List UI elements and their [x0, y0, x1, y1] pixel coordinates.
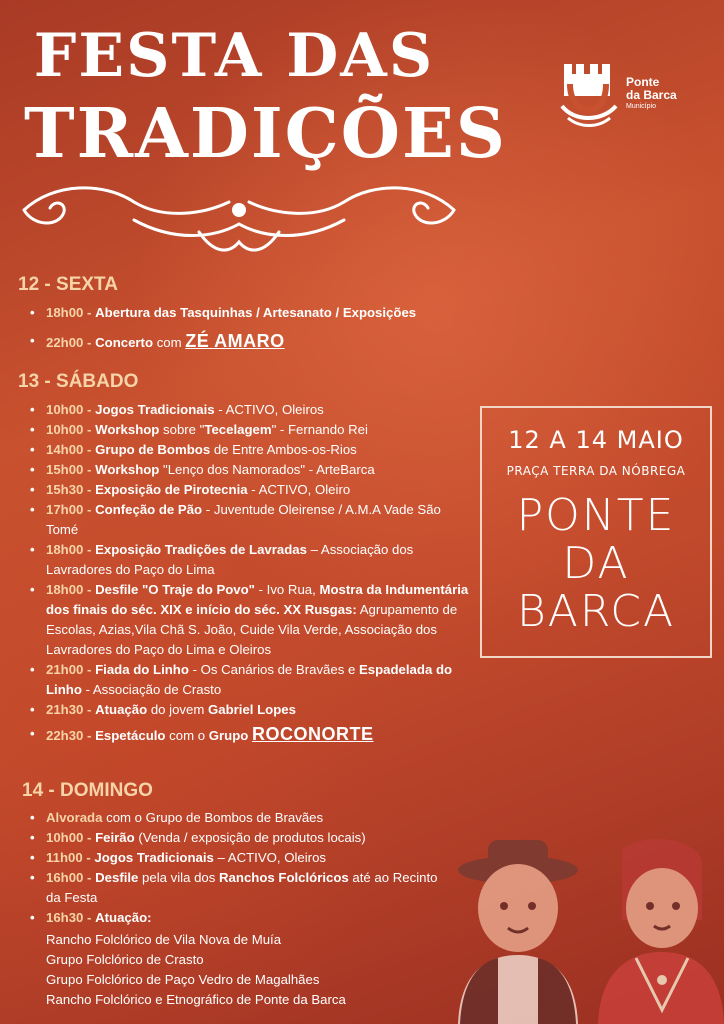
text-span: PONTE: [516, 490, 676, 541]
text-span: Gabriel Lopes: [208, 702, 296, 717]
text-span: Grupo: [208, 728, 249, 743]
list-item: [30, 400, 470, 420]
text-span: Rusgas:: [304, 602, 357, 617]
logo-name-line-2: da Barca: [626, 87, 677, 102]
folk-group: Rancho Folclórico de Vila Nova de Muía: [46, 932, 282, 947]
text-span: 21h00 -: [46, 662, 92, 677]
text-span: Feirão: [95, 830, 135, 845]
municipality-logo: [560, 60, 700, 134]
text-span: com o Grupo de Bombos de Bravães: [106, 810, 324, 825]
text-span: 16h00 -: [46, 870, 92, 885]
list-item: [30, 331, 490, 353]
day-13-heading: 13 - SÁBADO: [18, 371, 139, 392]
text-span: Workshop: [95, 462, 160, 477]
list-item: [30, 420, 470, 440]
text-span: Atuação:: [95, 910, 152, 925]
text-span: - ACTIVO, Oleiro: [251, 482, 351, 497]
text-span: (Venda / exposição de produtos locais): [138, 830, 366, 845]
list-item: [30, 868, 450, 908]
logo-name-line-1: Ponte: [626, 75, 660, 89]
text-span: Tecelagem: [204, 422, 272, 437]
folk-group: Grupo Folclórico de Crasto: [46, 952, 204, 967]
text-span: " - Fernando Rei: [271, 422, 368, 437]
list-item: [30, 580, 470, 660]
day-12-heading: 12 - SEXTA: [18, 274, 118, 295]
text-span: 18h00 -: [46, 582, 92, 597]
text-span: 14h00 -: [46, 442, 92, 457]
text-span: Atuação: [95, 702, 148, 717]
headliner-roconorte: ROCONORTE: [251, 724, 374, 744]
event-info-box: [480, 406, 712, 658]
text-span: - Associação de Crasto: [85, 682, 222, 697]
text-span: 15h30 -: [46, 482, 92, 497]
text-span: 21h30 -: [46, 702, 92, 717]
text-span: Confeção de Pão: [95, 502, 203, 517]
text-span: "Lenço dos Namorados" - ArteBarca: [163, 462, 375, 477]
text-span: Abertura das Tasquinhas / Artesanato / Exposições: [95, 305, 417, 320]
text-span: 15h00 -: [46, 462, 92, 477]
text-span: Agrupamento de Escolas, Azias,Vila Chã S. João, Cuide Vila Verde, Associação dos Lavradores do Paço do Lima e Oleiros: [46, 602, 458, 657]
text-span: - ACTIVO, Oleiros: [218, 402, 324, 417]
text-span: 18h00 -: [46, 305, 92, 320]
text-span: Concerto: [95, 335, 154, 350]
text-span: Exposição Tradições de Lavradas: [95, 542, 307, 557]
text-span: com o: [169, 728, 206, 743]
text-span: Desfile: [95, 870, 139, 885]
event-place: PRAÇA TERRA DA NÓBREGA: [506, 464, 686, 478]
text-span: de Entre Ambos-os-Rios: [213, 442, 357, 457]
list-item: [30, 660, 470, 700]
logo-subtitle: Município: [626, 103, 656, 111]
text-span: Ranchos Folclóricos: [219, 870, 349, 885]
title-line-2: TRADIÇÕES: [24, 94, 507, 174]
text-span: BARCA: [516, 586, 676, 637]
text-span: pela vila dos: [142, 870, 216, 885]
list-item: [30, 500, 470, 540]
text-span: 22h00 -: [46, 335, 92, 350]
folk-groups-list: [46, 930, 346, 1010]
text-span: - Os Canários de Bravães e: [192, 662, 356, 677]
folk-couple-illustration: [440, 830, 724, 1024]
text-span: 10h00 -: [46, 422, 92, 437]
day-13-list: [30, 400, 470, 746]
text-span: Jogos Tradicionais: [95, 402, 215, 417]
list-item: [30, 440, 470, 460]
folk-group: Rancho Folclórico e Etnográfico de Ponte da Barca: [46, 992, 346, 1007]
headliner-ze-amaro: ZÉ AMARO: [185, 331, 285, 351]
list-item: [30, 540, 470, 580]
text-span: 17h00 -: [46, 502, 92, 517]
text-span: 11h00 -: [46, 850, 91, 865]
folk-group: Grupo Folclórico de Paço Vedro de Magalhães: [46, 972, 320, 987]
text-span: Grupo de Bombos: [95, 442, 211, 457]
text-span: com: [156, 335, 182, 350]
text-span: DA: [562, 538, 630, 589]
text-span: sobre ": [163, 422, 205, 437]
list-item: [30, 303, 490, 323]
list-item: [30, 460, 470, 480]
castle-bridge-icon: [560, 60, 618, 130]
text-span: 10h00 -: [46, 402, 92, 417]
day-14-heading: 14 - DOMINGO: [22, 780, 153, 801]
list-item: [30, 480, 470, 500]
list-item: [30, 848, 450, 868]
text-span: até ao Recinto da Festa: [46, 870, 438, 905]
text-span: 10h00 -: [46, 830, 92, 845]
title-line-1: FESTA DAS: [33, 21, 435, 91]
text-span: – ACTIVO, Oleiros: [217, 850, 326, 865]
list-item: [30, 828, 450, 848]
text-span: do jovem: [150, 702, 205, 717]
day-12-list: [30, 303, 490, 353]
text-span: 16h30 -: [46, 910, 92, 925]
text-span: 22h30 -: [46, 728, 92, 743]
list-item: [30, 700, 470, 720]
text-span: – Associação dos Lavradores do Paço do Lima: [46, 542, 414, 577]
list-item: [30, 808, 450, 828]
event-town: [482, 492, 710, 636]
text-span: Espetáculo: [95, 728, 166, 743]
text-span: - Juventude Oleirense / A.M.A Vade São Tomé: [46, 502, 441, 537]
text-span: Espadelada do Linho: [46, 662, 453, 697]
text-span: - Ivo Rua,: [258, 582, 316, 597]
text-span: Mostra da Indumentária dos finais do séc. XIX e início do séc. XX: [46, 582, 469, 617]
text-span: 18h00 -: [46, 542, 92, 557]
ornament-flourish-icon: [14, 172, 464, 262]
text-span: Workshop: [95, 422, 160, 437]
text-span: Jogos Tradicionais: [94, 850, 214, 865]
list-item: [30, 908, 450, 928]
text-span: Desfile "O Traje do Povo": [95, 582, 255, 597]
text-span: Fiada do Linho: [95, 662, 189, 677]
list-item: [30, 724, 470, 746]
day-14-list: [30, 808, 450, 928]
text-span: Alvorada: [46, 810, 103, 825]
event-dates: 12 A 14 MAIO: [508, 426, 684, 454]
text-span: Exposição de Pirotecnia: [95, 482, 248, 497]
